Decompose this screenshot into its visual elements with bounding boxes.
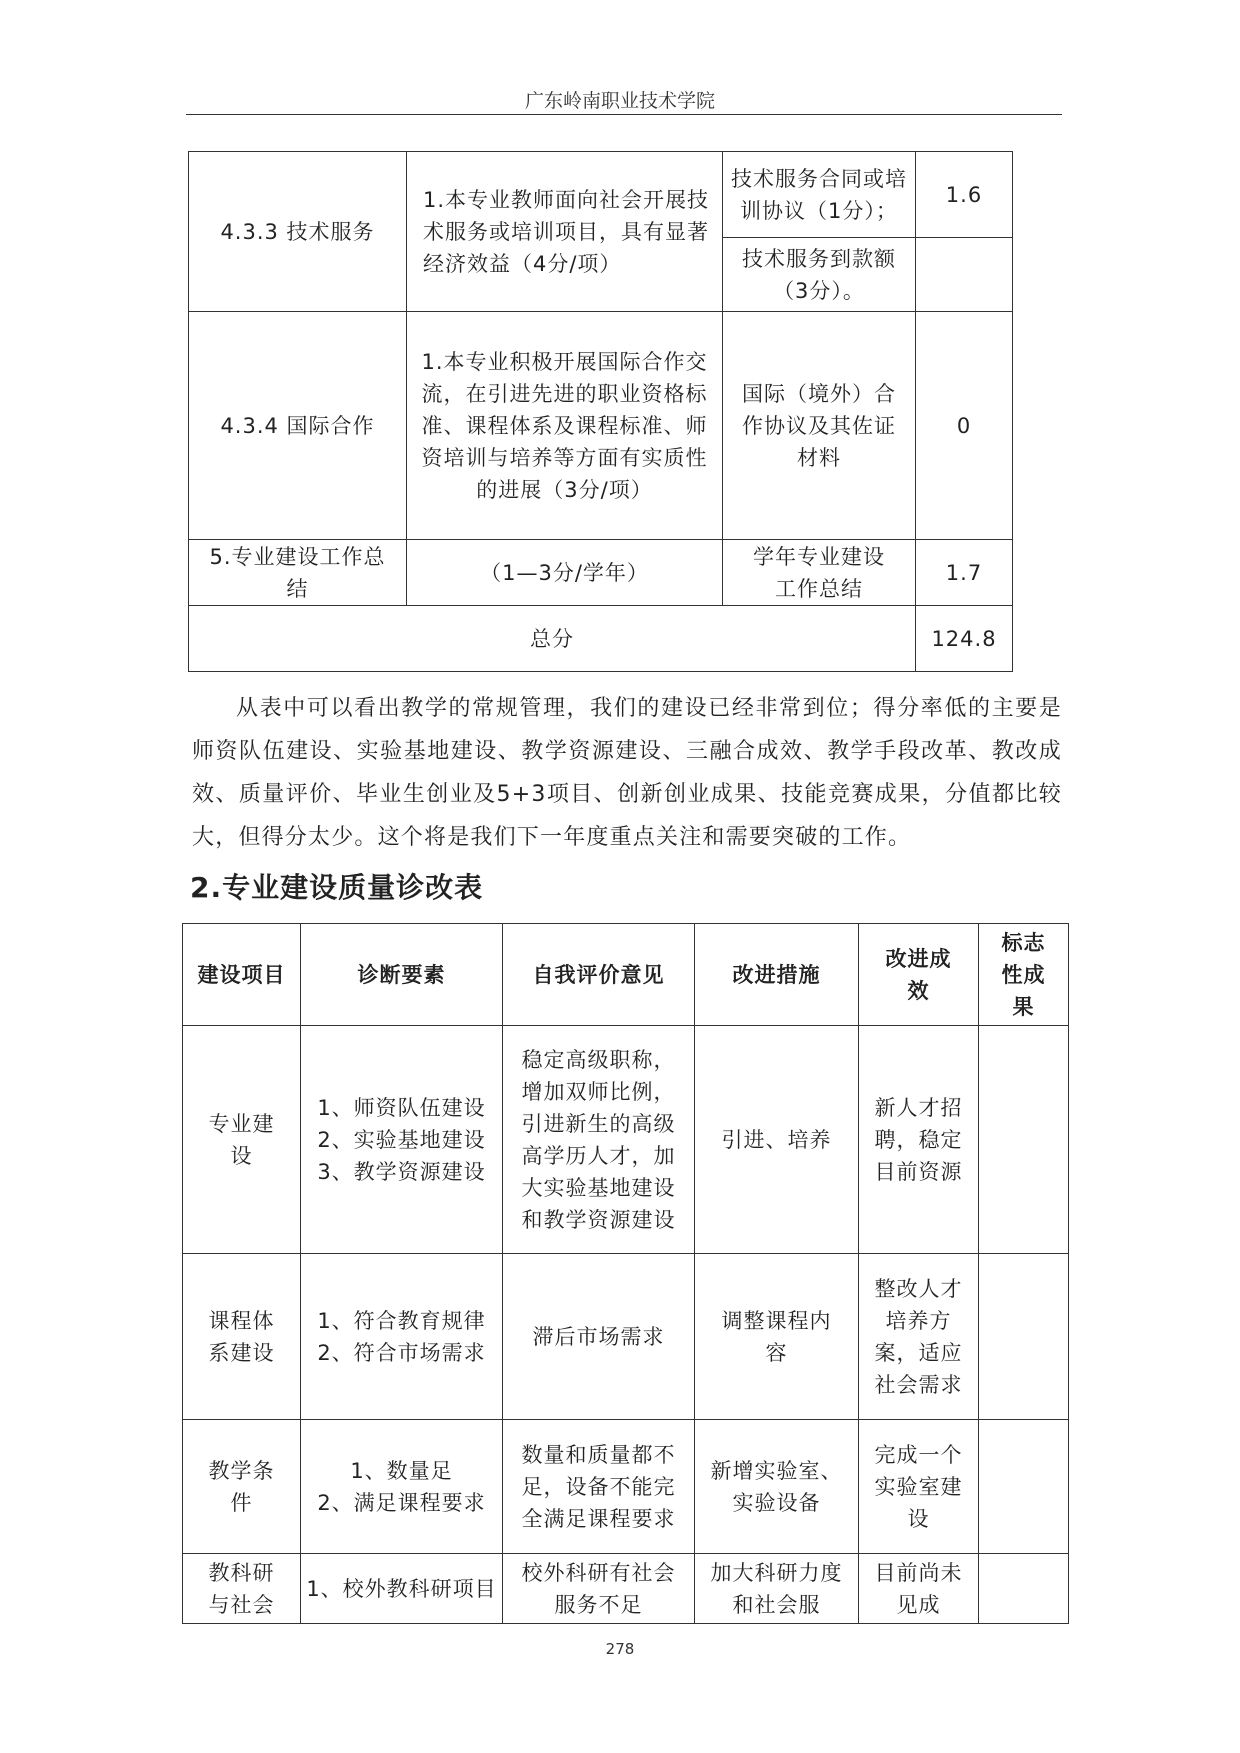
quality-diagnosis-table <box>182 923 1069 1624</box>
table-cell-measures: 引进、培养 <box>695 1026 859 1254</box>
table-cell-evidence: 技术服务到款额（3分）。 <box>723 238 916 312</box>
header-cell-effect: 改进成效 <box>859 924 979 1026</box>
table-cell-measures: 新增实验室、实验设备 <box>695 1420 859 1554</box>
table-cell-score: 0 <box>916 312 1013 540</box>
table-cell-effect: 完成一个实验室建设 <box>859 1420 979 1554</box>
table-cell-measures: 加大科研力度和社会服 <box>695 1554 859 1624</box>
table-cell-outcome <box>979 1420 1069 1554</box>
table-cell-outcome <box>979 1026 1069 1254</box>
table-cell-effect: 新人才招聘，稳定目前资源 <box>859 1026 979 1254</box>
table-cell-outcome <box>979 1254 1069 1420</box>
table-cell-score-empty <box>916 238 1013 312</box>
analysis-paragraph <box>192 687 1062 859</box>
table-cell-outcome <box>979 1554 1069 1624</box>
table-cell-elements: 1、数量足 2、满足课程要求 <box>301 1420 503 1554</box>
table-cell-effect: 整改人才培养方案，适应社会需求 <box>859 1254 979 1420</box>
table-total-value: 124.8 <box>916 606 1013 672</box>
table-cell-effect: 目前尚未见成 <box>859 1554 979 1624</box>
document-header-title: 广东岭南职业技术学院 <box>524 90 715 112</box>
table-cell-evaluation: 稳定高级职称，增加双师比例，引进新生的高级高学历人才，加大实验基地建设和教学资源建设 <box>503 1026 695 1254</box>
table-cell-score: 1.6 <box>916 152 1013 238</box>
table-cell-evidence: 技术服务合同或培训协议（1分）； <box>723 152 916 238</box>
table-cell-project: 教学条件 <box>183 1420 301 1554</box>
section-heading: 2.专业建设质量诊改表 <box>190 871 484 904</box>
table-cell-elements: 1、校外教科研项目 <box>301 1554 503 1624</box>
scoring-table-continued <box>188 151 1013 672</box>
header-cell-measures: 改进措施 <box>695 924 859 1026</box>
table-cell-project: 专业建设 <box>183 1026 301 1254</box>
header-cell-evaluation: 自我评价意见 <box>503 924 695 1026</box>
table-cell-project: 课程体系建设 <box>183 1254 301 1420</box>
table-cell-criteria: 1.本专业教师面向社会开展技术服务或培训项目，具有显著经济效益（4分/项） <box>407 152 723 312</box>
table-cell-measures: 调整课程内容 <box>695 1254 859 1420</box>
page-number: 278 <box>605 1640 635 1658</box>
table-cell-elements: 1、师资队伍建设 2、实验基地建设 3、教学资源建设 <box>301 1026 503 1254</box>
header-cell-outcome: 标志性成果 <box>979 924 1069 1026</box>
table-cell-evaluation: 滞后市场需求 <box>503 1254 695 1420</box>
table-cell-criteria: 1.本专业积极开展国际合作交流，在引进先进的职业资格标准、课程体系及课程标准、师资培训与培养等方面有实质性的进展（3分/项） <box>407 312 723 540</box>
table-cell-criteria: （1—3分/学年） <box>407 540 723 606</box>
paragraph-text: 从表中可以看出教学的常规管理，我们的建设已经非常到位；得分率低的主要是师资队伍建设、实验基地建设、教学资源建设、三融合成效、教学手段改革、教改成效、质量评价、毕业生创业及5+3项目、创新创业成果、技能竞赛成果，分值都比较大，但得分太少。这个将是我们下一年度重点关注和需要突破的工作。 <box>192 696 1062 850</box>
table-cell-evaluation: 校外科研有社会服务不足 <box>503 1554 695 1624</box>
header-cell-project: 建设项目 <box>183 924 301 1026</box>
table-total-label: 总分 <box>189 606 916 672</box>
table-cell-item: 4.3.3 技术服务 <box>189 152 407 312</box>
table-cell-elements: 1、符合教育规律 2、符合市场需求 <box>301 1254 503 1420</box>
table-cell-evidence: 国际（境外）合作协议及其佐证材料 <box>723 312 916 540</box>
table-cell-item: 4.3.4 国际合作 <box>189 312 407 540</box>
table-cell-evaluation: 数量和质量都不足，设备不能完全满足课程要求 <box>503 1420 695 1554</box>
table-cell-project: 教科研与社会 <box>183 1554 301 1624</box>
header-cell-elements: 诊断要素 <box>301 924 503 1026</box>
header-divider <box>186 114 1062 115</box>
table-cell-score: 1.7 <box>916 540 1013 606</box>
table-cell-item: 5.专业建设工作总结 <box>189 540 407 606</box>
table-cell-evidence: 学年专业建设工作总结 <box>723 540 916 606</box>
